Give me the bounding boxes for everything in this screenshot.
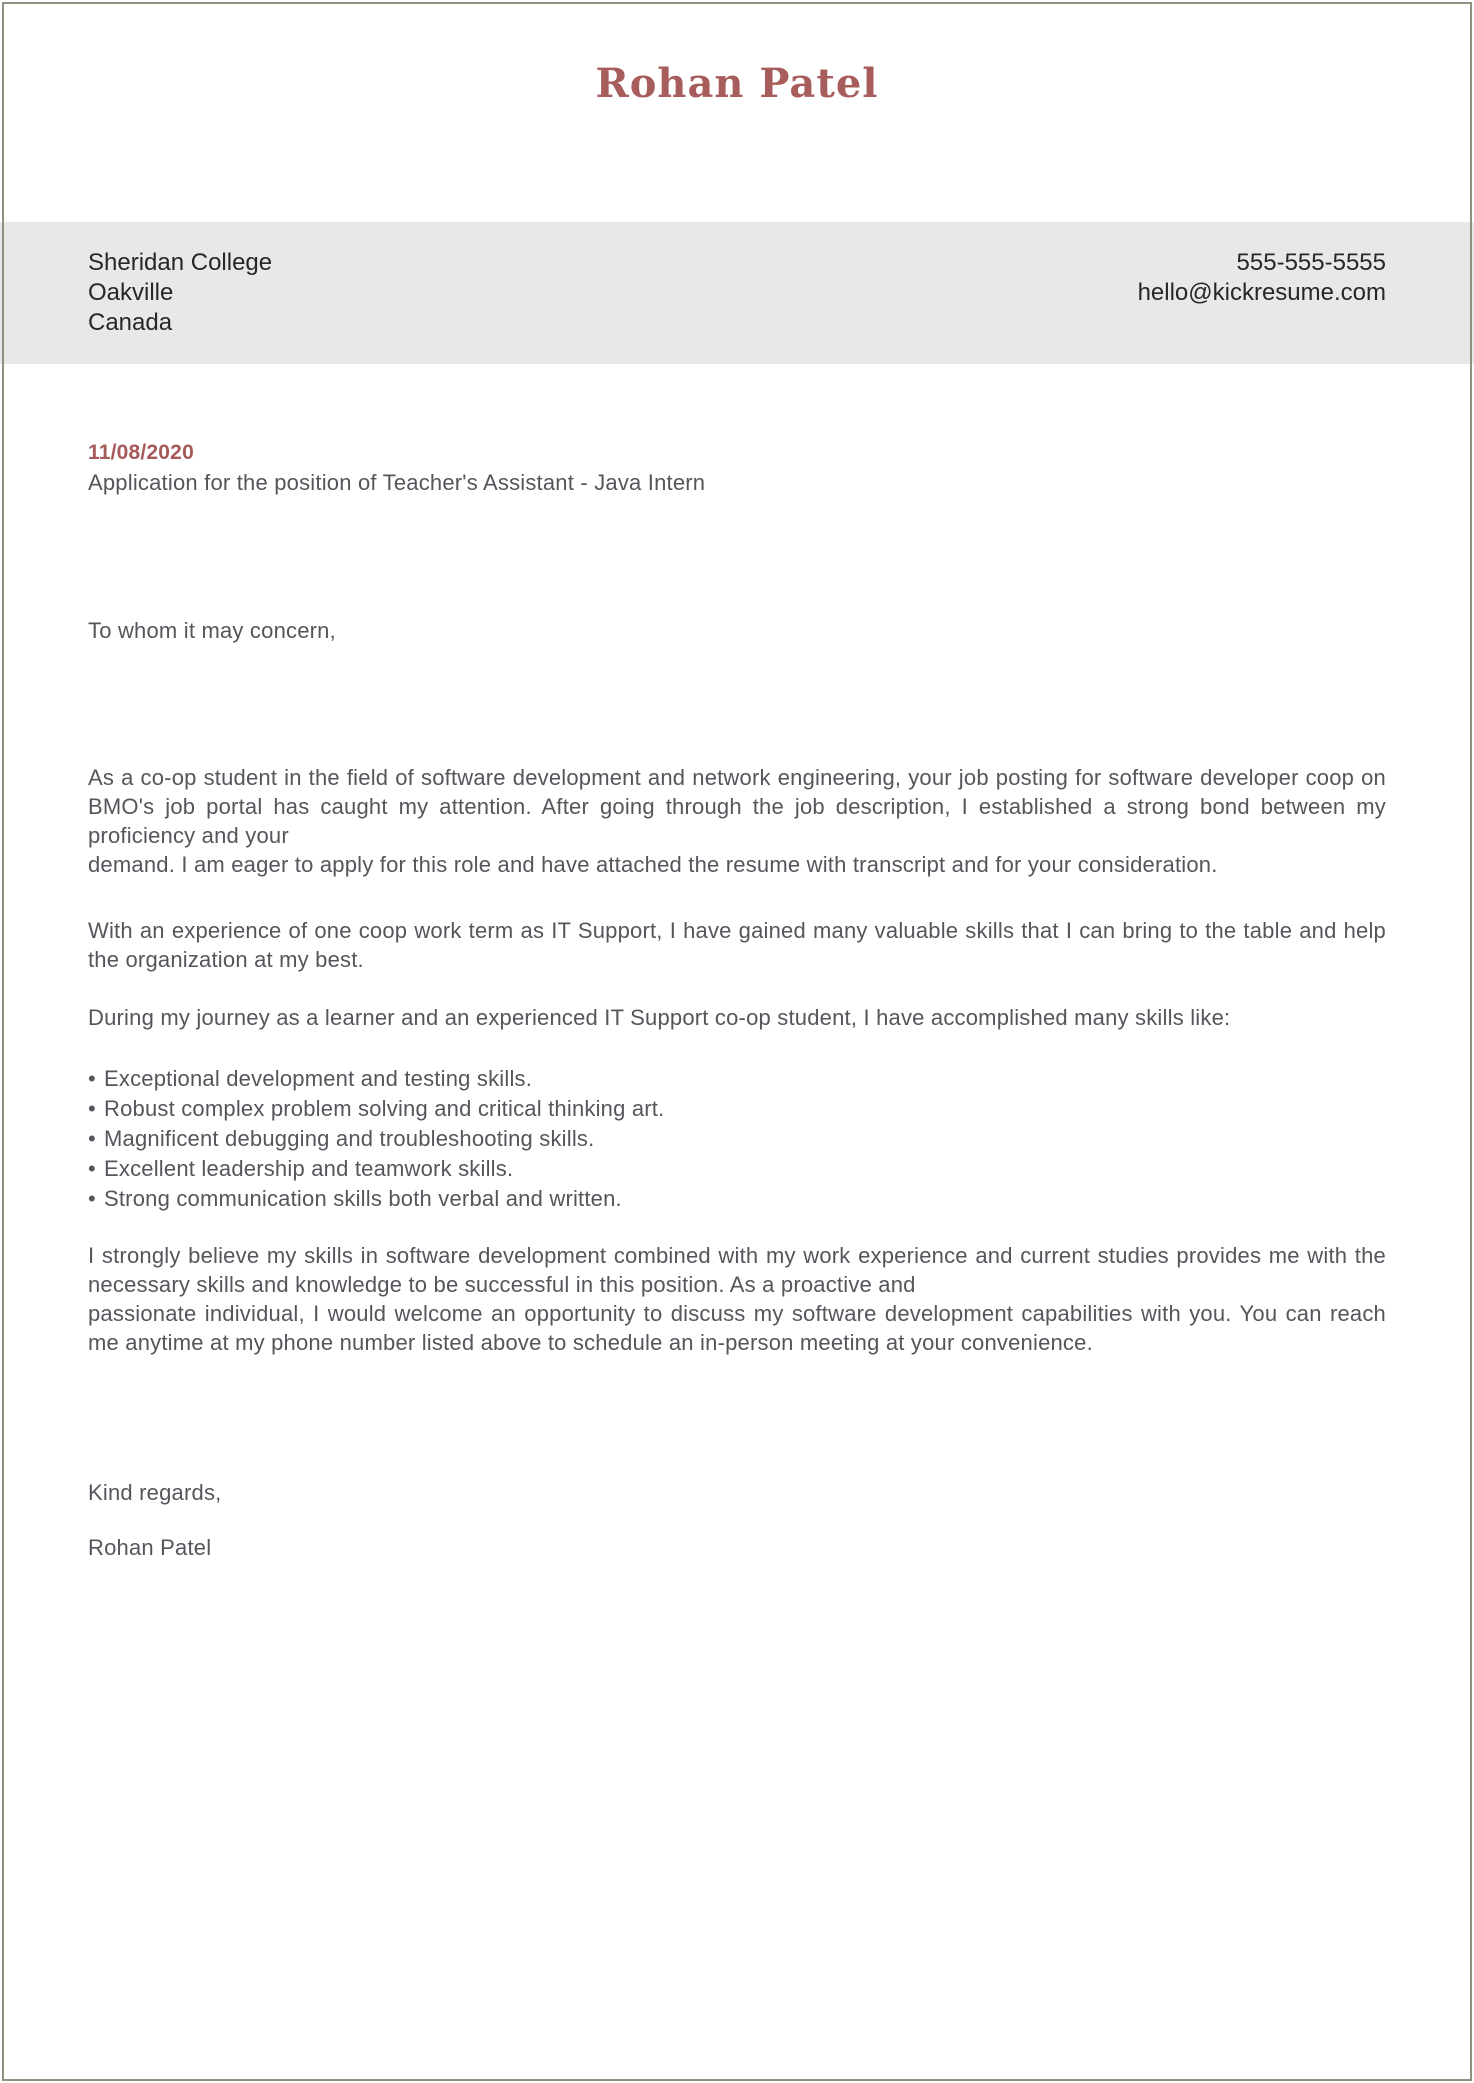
paragraph-segment: As a co-op student in the field of software development and network engineering, your job posting for software developer coop on BMO's job portal has caught my attention. After going through the job description, I established a strong bond between my proficiency and your <box>88 765 1386 848</box>
paragraph <box>88 763 1386 879</box>
bullet-icon: • <box>88 1066 96 1091</box>
phone-number: 555-555-5555 <box>1236 249 1386 276</box>
bullet-icon: • <box>88 1096 96 1121</box>
list-item <box>88 1154 1386 1184</box>
closing-line: Kind regards, <box>88 1480 222 1505</box>
list-item-text: Robust complex problem solving and critical thinking art. <box>104 1096 665 1121</box>
signature-name: Rohan Patel <box>88 1535 212 1560</box>
letter-date: 11/08/2020 <box>88 441 194 464</box>
skills-bullet-list <box>88 1064 1386 1214</box>
list-item-text: Exceptional development and testing skills. <box>104 1066 533 1091</box>
contact-band <box>0 222 1474 364</box>
email-address: hello@kickresume.com <box>1137 279 1386 306</box>
list-item-text: Strong communication skills both verbal and written. <box>104 1186 622 1211</box>
address-line: Sheridan College <box>88 249 273 276</box>
paragraph-segment: I strongly believe my skills in software development combined with my work experience and current studies provides me with the necessary skills and knowledge to be successful in this position. As a proactive and <box>88 1243 1386 1297</box>
address-block <box>88 248 272 338</box>
paragraph-segment: passionate individual, I would welcome an opportunity to discuss my software development capabilities with you. You can reach me anytime at my phone number listed above to schedule an in-person meeting at your convenience. <box>88 1301 1386 1355</box>
letter-body <box>0 438 1474 1562</box>
list-item <box>88 1184 1386 1214</box>
bullet-icon: • <box>88 1156 96 1181</box>
salutation: To whom it may concern, <box>88 618 336 643</box>
bullet-icon: • <box>88 1186 96 1211</box>
paragraph <box>88 1241 1386 1357</box>
contact-block <box>1138 248 1386 338</box>
page-title: Rohan Patel <box>595 60 879 107</box>
subject-line: Application for the position of Teacher's Assistant - Java Intern <box>88 470 706 495</box>
paragraph-segment: demand. I am eager to apply for this role and have attached the resume with transcript and for your consideration. <box>88 852 1218 877</box>
list-item-text: Magnificent debugging and troubleshooting skills. <box>104 1126 595 1151</box>
address-line: Oakville <box>88 279 174 306</box>
list-item-text: Excellent leadership and teamwork skills. <box>104 1156 514 1181</box>
address-line: Canada <box>88 309 173 336</box>
list-item <box>88 1094 1386 1124</box>
list-item <box>88 1124 1386 1154</box>
list-item <box>88 1064 1386 1094</box>
bullet-icon: • <box>88 1126 96 1151</box>
letter-header <box>0 0 1474 110</box>
paragraph: With an experience of one coop work term as IT Support, I have gained many valuable skills that I can bring to the table and help the organization at my best. <box>88 918 1386 972</box>
paragraph: During my journey as a learner and an experienced IT Support co-op student, I have accomplished many skills like: <box>88 1005 1231 1030</box>
